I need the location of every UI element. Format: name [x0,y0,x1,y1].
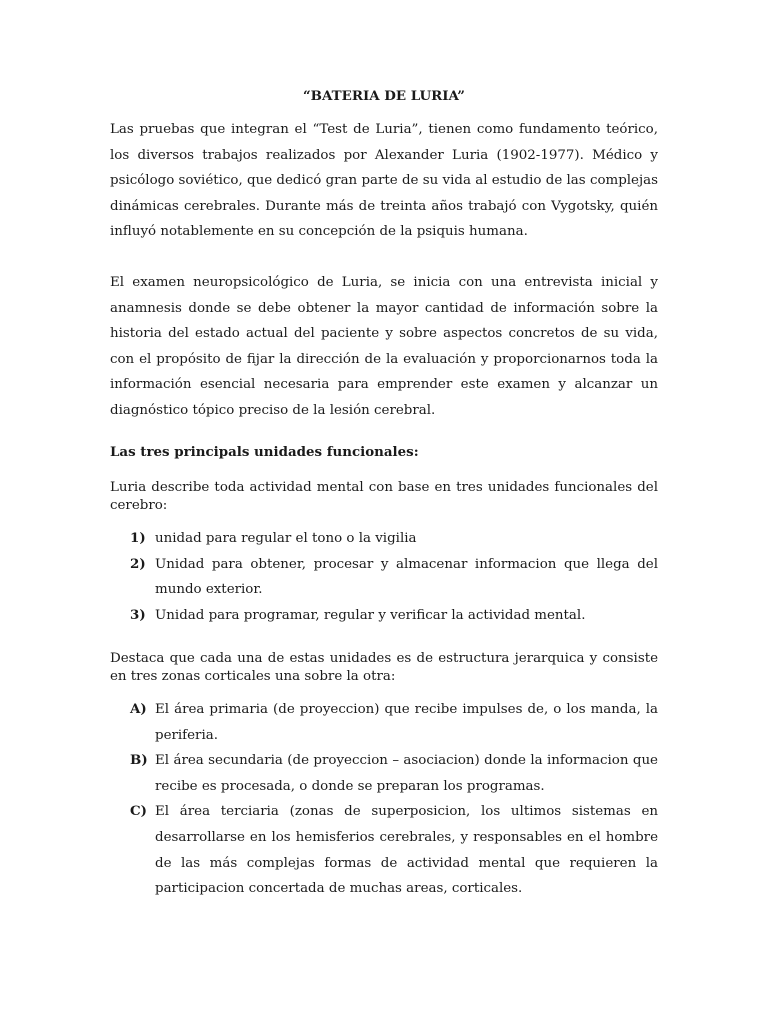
intro-paragraph: Las pruebas que integran el “Test de Luria”, tienen como fundamento teórico, los diversos trabajos realizados por Alexander Luria (1902-1977). Médico y psicólogo soviético, que dedicó gran parte de su vida al estudio de las complejas dinámicas cerebrales. Durante más de treinta años trabajó con Vygotsky, quién influyó notablemente en su concepción de la psiquis humana. [110,122,658,240]
list-item-text: El área primaria (de proyeccion) que recibe impulses de, o los manda, la periferia. [155,702,658,743]
list-item [130,799,658,901]
exam-paragraph: El examen neuropsicológico de Luria, se inicia con una entrevista inicial y anamnesis donde se debe obtener la mayor cantidad de información sobre la historia del estado actual del paciente y sobre aspectos concretos de su vida, con el propósito de fijar la dirección de la evaluación y proporcionarnos toda la información esencial necesaria para emprender este examen y alcanzar un diagnóstico tópico preciso de la lesión cerebral. [110,275,658,418]
list-marker: B) [130,752,148,769]
list-item-text: Unidad para obtener, procesar y almacenar informacion que llega del mundo exterior. [155,556,658,598]
list-marker: 3) [130,606,146,623]
list-item-text: unidad para regular el tono o la vigilia [155,531,417,546]
list-marker: C) [130,803,147,820]
list-marker: 2) [130,555,146,572]
zones-intro-paragraph: Destaca que cada una de estas unidades es de estructura jerarquica y consiste en tres zonas corticales una sobre la otra: [110,651,658,684]
list-item [130,526,658,552]
list-item [130,552,658,603]
list-item [130,697,658,748]
units-intro-paragraph: Luria describe toda actividad mental con base en tres unidades funcionales del cerebro: [110,480,658,513]
list-item [130,748,658,799]
cortical-areas-list [130,697,658,902]
list-marker: 1) [130,530,146,546]
list-item-text: El área secundaria (de proyeccion – asociacion) donde la informacion que recibe es procesada, o donde se preparan los programas. [155,753,658,794]
functional-units-list [130,526,658,628]
section-heading: Las tres principals unidades funcionales: [110,444,419,460]
list-item-text: Unidad para programar, regular y verificar la actividad mental. [155,607,586,623]
document-title: “BATERIA DE LURIA” [302,88,466,104]
list-item [130,603,658,629]
list-item-text: El área terciaria (zonas de superposicion, los ultimos sistemas en desarrollarse en los hemisferios cerebrales, y responsables en el hombre de las más complejas formas de actividad mental que requieren la participacion concertada de muchas areas, corticales. [155,804,658,897]
list-marker: A) [130,701,147,717]
